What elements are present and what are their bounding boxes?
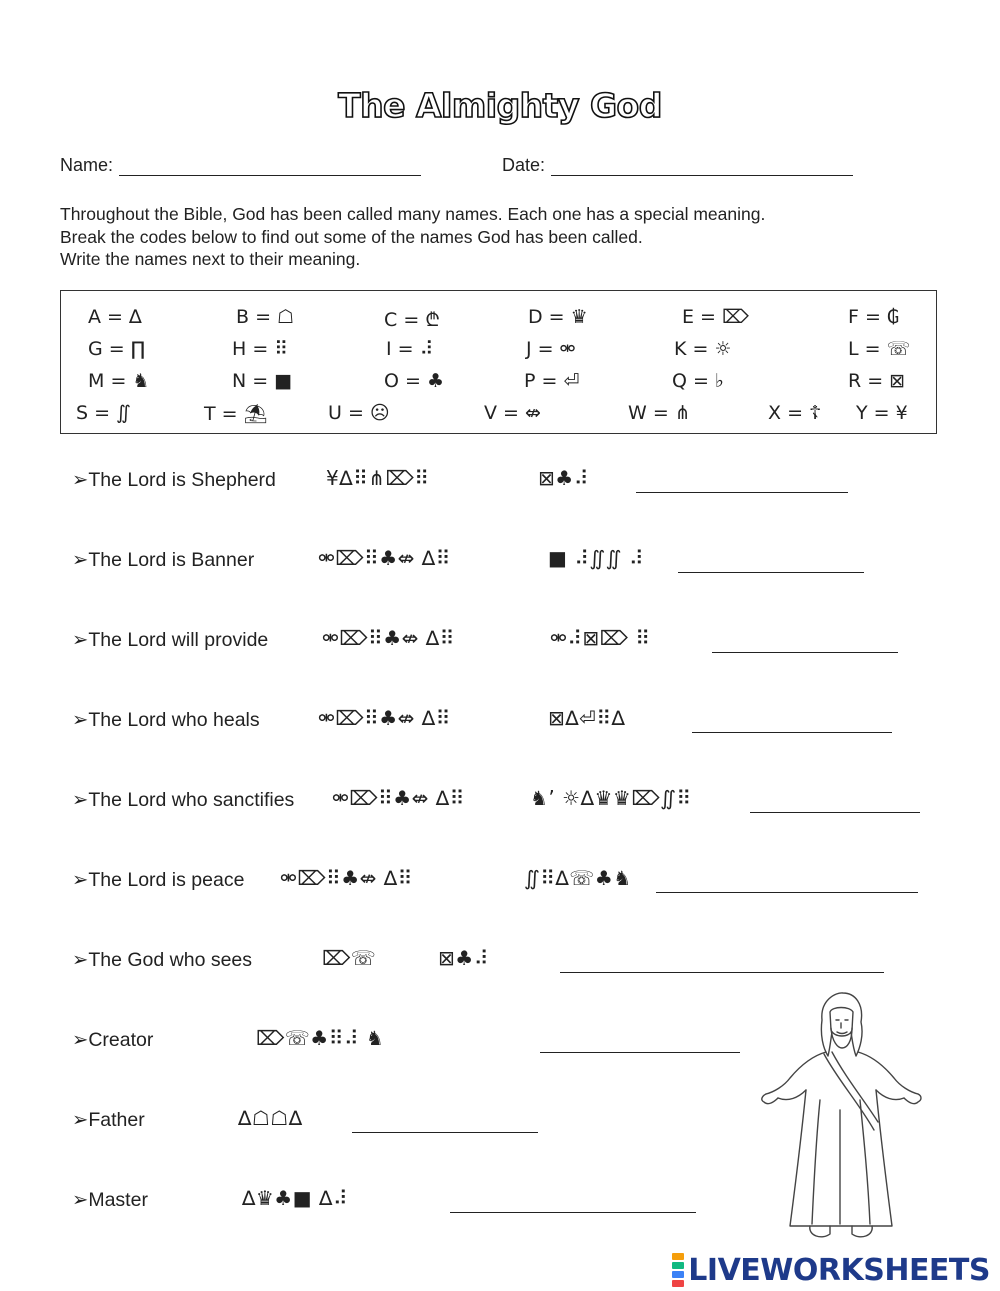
key-equals: = <box>686 338 715 360</box>
key-equals: = <box>246 370 275 392</box>
bullet-arrow-icon: ➢ <box>72 549 89 571</box>
key-entry <box>848 306 899 328</box>
question-text: The Lord is Banner <box>88 549 255 571</box>
worksheet-title: The Almighty God <box>338 86 662 125</box>
key-equals: = <box>686 370 715 392</box>
code-word-2: ⊠♣⠼ <box>538 466 589 490</box>
key-symbol: ∆ <box>129 306 142 328</box>
key-entry <box>672 370 724 392</box>
key-letter: M <box>88 370 105 392</box>
question-label <box>72 1028 153 1052</box>
question-text: The Lord will provide <box>88 629 269 651</box>
key-letter: E <box>682 306 695 328</box>
key-equals: = <box>542 306 571 328</box>
key-entry <box>88 306 142 328</box>
key-letter: R <box>848 370 862 392</box>
key-symbol: ⊠ <box>889 370 906 392</box>
key-letter: D <box>528 306 543 328</box>
instruction-line: Throughout the Bible, God has been called many names. Each one has a special meaning. <box>60 204 766 224</box>
key-equals: = <box>246 338 275 360</box>
code-word-2: ■ ⠼∬∬ ⠼ <box>548 546 644 570</box>
answer-blank[interactable] <box>560 972 884 973</box>
key-symbol: ♞ <box>132 370 150 392</box>
key-symbol: ⠼ <box>419 338 434 360</box>
question-text: Father <box>88 1109 145 1131</box>
question-text: The Lord who heals <box>88 709 260 731</box>
question-label <box>72 868 244 892</box>
key-letter: Q <box>672 370 687 392</box>
key-symbol: ⇎ <box>525 402 541 424</box>
key-letter: I <box>386 338 392 360</box>
key-equals: = <box>102 338 131 360</box>
key-equals: = <box>867 402 896 424</box>
key-symbol: ☖ <box>277 306 295 328</box>
bullet-arrow-icon: ➢ <box>72 949 89 971</box>
answer-blank[interactable] <box>750 812 920 813</box>
key-symbol: ⏎ <box>563 370 580 392</box>
key-letter: O <box>384 370 399 392</box>
logo-text: LIVEWORKSHEETS <box>688 1252 990 1288</box>
jesus-illustration <box>760 990 922 1242</box>
key-letter: X <box>768 402 782 424</box>
key-letter: C <box>384 309 398 331</box>
key-equals: = <box>88 402 117 424</box>
code-word-2: ⚮⠼⊠⌦ ⠿ <box>550 626 651 650</box>
key-entry <box>384 370 444 392</box>
key-letter: W <box>628 402 647 424</box>
bullet-arrow-icon: ➢ <box>72 789 89 811</box>
key-entry <box>628 402 691 424</box>
instruction-line: Break the codes below to find out some of the names God has been called. <box>60 226 643 247</box>
key-entry <box>526 338 576 360</box>
key-equals: = <box>531 338 560 360</box>
key-symbol: ₲ <box>886 306 900 328</box>
question-label <box>72 1188 148 1212</box>
key-equals: = <box>861 370 890 392</box>
key-entry <box>384 306 440 332</box>
key-symbol: ∏ <box>130 338 146 360</box>
key-symbol: ♣ <box>426 370 445 392</box>
code-word-1: ⚮⌦⠿♣⇎ ∆⠿ <box>280 866 413 890</box>
key-letter: J <box>526 338 532 360</box>
answer-blank[interactable] <box>656 892 918 893</box>
key-symbol: ₾ <box>425 309 440 331</box>
key-entry <box>856 402 908 424</box>
code-word-1: ⚮⌦⠿♣⇎ ∆⠿ <box>332 786 465 810</box>
bullet-arrow-icon: ➢ <box>72 1029 89 1051</box>
question-label <box>72 948 252 972</box>
bullet-arrow-icon: ➢ <box>72 709 89 731</box>
key-symbol: ■ <box>274 370 293 392</box>
code-word-1: ⚮⌦⠿♣⇎ ∆⠿ <box>318 706 451 730</box>
key-equals: = <box>858 338 887 360</box>
key-equals: = <box>535 370 564 392</box>
key-symbol: ⌦ <box>722 306 749 328</box>
code-word-1: ⌦☏♣⠿⠼ ♞ <box>256 1026 385 1050</box>
question-text: The God who sees <box>88 949 253 971</box>
question-text: Master <box>88 1189 148 1211</box>
code-word-2: ∬⠿∆☏♣♞ <box>524 866 632 890</box>
code-word-1: ∆♛♣■ ∆⠼ <box>242 1186 349 1210</box>
question-label <box>72 468 276 492</box>
date-blank[interactable] <box>551 157 853 176</box>
key-equals: = <box>215 403 244 425</box>
key-equals: = <box>781 402 810 424</box>
liveworksheets-logo <box>672 1252 990 1288</box>
key-symbol: ⛱ <box>243 403 268 425</box>
key-symbol: ♛ <box>570 306 588 328</box>
key-entry <box>768 402 821 424</box>
key-symbol: ∬ <box>116 402 132 424</box>
question-text: The Lord is peace <box>88 869 245 891</box>
key-equals: = <box>694 306 723 328</box>
key-letter: S <box>76 402 89 424</box>
question-label <box>72 628 268 652</box>
code-word-1: ⚮⌦⠿♣⇎ ∆⠿ <box>318 546 451 570</box>
answer-blank[interactable] <box>678 572 864 573</box>
question-label <box>72 788 294 812</box>
key-letter: F <box>848 306 859 328</box>
key-letter: V <box>484 402 497 424</box>
date-label: Date: <box>502 155 546 175</box>
key-entry <box>76 402 131 424</box>
bullet-arrow-icon: ➢ <box>72 1189 89 1211</box>
key-letter: B <box>236 306 250 328</box>
key-letter: G <box>88 338 103 360</box>
key-letter: L <box>848 338 859 360</box>
key-symbol: ¥ <box>895 402 908 424</box>
question-text: The Lord is Shepherd <box>88 469 276 491</box>
key-letter: P <box>524 370 536 392</box>
key-equals: = <box>341 402 370 424</box>
key-entry <box>232 370 292 392</box>
key-entry <box>848 338 910 360</box>
bullet-arrow-icon: ➢ <box>72 629 89 651</box>
answer-blank[interactable] <box>692 732 892 733</box>
question-label <box>72 1108 145 1132</box>
key-entry <box>528 306 588 328</box>
question-label <box>72 548 254 572</box>
code-word-2: ⊠♣⠼ <box>438 946 489 970</box>
key-entry <box>484 402 541 424</box>
key-entry <box>674 338 732 360</box>
code-word-1: ¥∆⠿⋔⌦⠿ <box>326 466 430 490</box>
name-label: Name: <box>60 155 114 175</box>
code-word-1: ⚮⌦⠿♣⇎ ∆⠿ <box>322 626 455 650</box>
key-letter: K <box>674 338 687 360</box>
key-letter: Y <box>856 402 868 424</box>
key-entry <box>204 402 268 425</box>
key-symbol: ⠿ <box>274 338 289 360</box>
key-equals: = <box>497 402 525 424</box>
key-symbol: ☏ <box>886 338 911 360</box>
key-letter: H <box>232 338 247 360</box>
answer-blank[interactable] <box>636 492 848 493</box>
key-letter: U <box>328 402 342 424</box>
answer-blank[interactable] <box>712 652 898 653</box>
key-equals: = <box>104 370 133 392</box>
key-equals: = <box>101 306 129 328</box>
answer-blank[interactable] <box>352 1132 538 1133</box>
code-word-1: ∆☖☖∆ <box>238 1106 303 1130</box>
key-equals: = <box>391 338 420 360</box>
code-word-1: ⌦☏ <box>322 946 377 970</box>
key-equals: = <box>858 306 887 328</box>
key-entry <box>328 402 390 424</box>
key-equals: = <box>398 370 427 392</box>
code-word-2: ⊠∆⏎⠿∆ <box>548 706 626 730</box>
key-letter: T <box>204 403 216 425</box>
question-text: Creator <box>88 1029 154 1051</box>
key-entry <box>682 306 749 328</box>
key-equals: = <box>397 309 426 331</box>
bullet-arrow-icon: ➢ <box>72 469 89 491</box>
bullet-arrow-icon: ➢ <box>72 869 89 891</box>
bullet-arrow-icon: ➢ <box>72 1109 89 1131</box>
key-symbol: ♭ <box>714 370 724 392</box>
key-entry <box>88 370 149 392</box>
key-symbol: ☦ <box>809 402 822 424</box>
date-field <box>502 155 853 176</box>
key-letter: A <box>88 306 101 328</box>
key-letter: N <box>232 370 247 392</box>
instruction-line: Write the names next to their meaning. <box>60 249 361 269</box>
instructions <box>60 203 765 271</box>
key-entry <box>524 370 579 392</box>
answer-blank[interactable] <box>450 1212 696 1213</box>
code-word-2: ♞’ ☼∆♛♛⌦∬⠿ <box>530 786 692 810</box>
key-symbol: ⋔ <box>674 402 691 424</box>
name-blank[interactable] <box>119 157 421 176</box>
question-text: The Lord who sanctifies <box>88 789 295 811</box>
key-symbol: ☹ <box>369 402 390 424</box>
key-entry <box>848 370 905 392</box>
logo-mark-icon <box>672 1252 684 1288</box>
key-equals: = <box>249 306 278 328</box>
key-entry <box>232 338 288 360</box>
key-entry <box>236 306 294 328</box>
question-label <box>72 708 260 732</box>
key-entry <box>88 338 145 360</box>
key-entry <box>386 338 434 360</box>
key-symbol: ☼ <box>714 338 732 360</box>
answer-blank[interactable] <box>540 1052 740 1053</box>
key-equals: = <box>646 402 675 424</box>
key-symbol: ⚮ <box>559 338 576 360</box>
name-field <box>60 155 421 176</box>
